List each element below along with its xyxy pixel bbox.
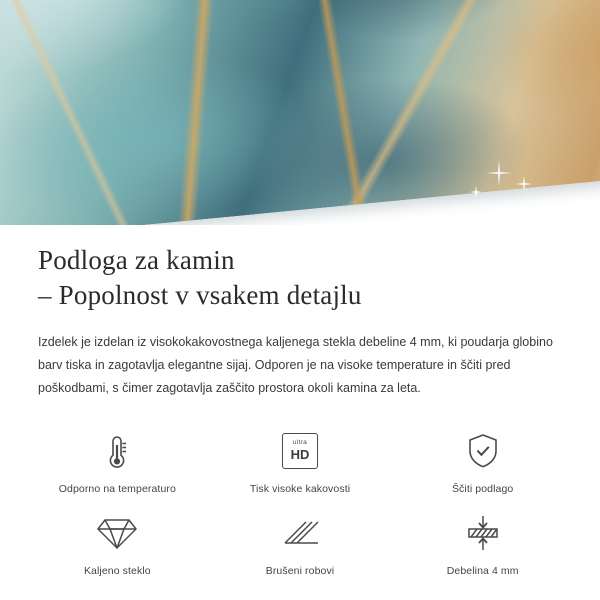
ultra-hd-badge-bottom: HD <box>290 446 310 462</box>
feature-label: Debelina 4 mm <box>446 564 519 577</box>
feature-label: Ščiti podlago <box>451 482 514 495</box>
feature-label: Odporno na temperaturo <box>58 482 176 495</box>
shield-check-icon <box>464 427 502 475</box>
feature-item-polished-edges <box>209 509 392 577</box>
description-paragraph: Izdelek je izdelan iz visokokakovostnega kaljenega stekla debeline 4 mm, ki poudarja globino barv tiska in zagotavlja elegantne sijaj. Odporen je na visoke temperature in ščiti pred poškodbami, s čimer zagotavlja zaščito prostora okoli kamina za leta. <box>38 335 553 396</box>
feature-item-thickness <box>391 509 574 577</box>
hero-image-inner <box>0 0 600 225</box>
ultra-hd-icon <box>282 427 318 475</box>
headline-line-2: – Popolnost v vsakem detajlu <box>38 280 362 311</box>
thermometer-icon <box>99 427 135 475</box>
feature-grid <box>0 427 600 577</box>
hero-image <box>0 0 600 225</box>
ultra-hd-badge-top: ultra <box>292 439 308 447</box>
feature-item-tempered-glass <box>26 509 209 577</box>
marble-print-surface <box>0 0 600 225</box>
polished-edges-icon <box>280 509 320 557</box>
feature-item-print-quality <box>209 427 392 495</box>
content-block <box>0 225 600 401</box>
page-title <box>38 243 562 313</box>
feature-label: Brušeni robovi <box>265 564 335 577</box>
thickness-icon <box>463 509 503 557</box>
diamond-icon <box>96 509 138 557</box>
feature-item-protects-surface <box>391 427 574 495</box>
headline-line-1: Podloga za kamin <box>38 245 235 275</box>
feature-item-temperature <box>26 427 209 495</box>
feature-label: Tisk visoke kakovosti <box>249 482 351 495</box>
feature-label: Kaljeno steklo <box>83 564 151 577</box>
